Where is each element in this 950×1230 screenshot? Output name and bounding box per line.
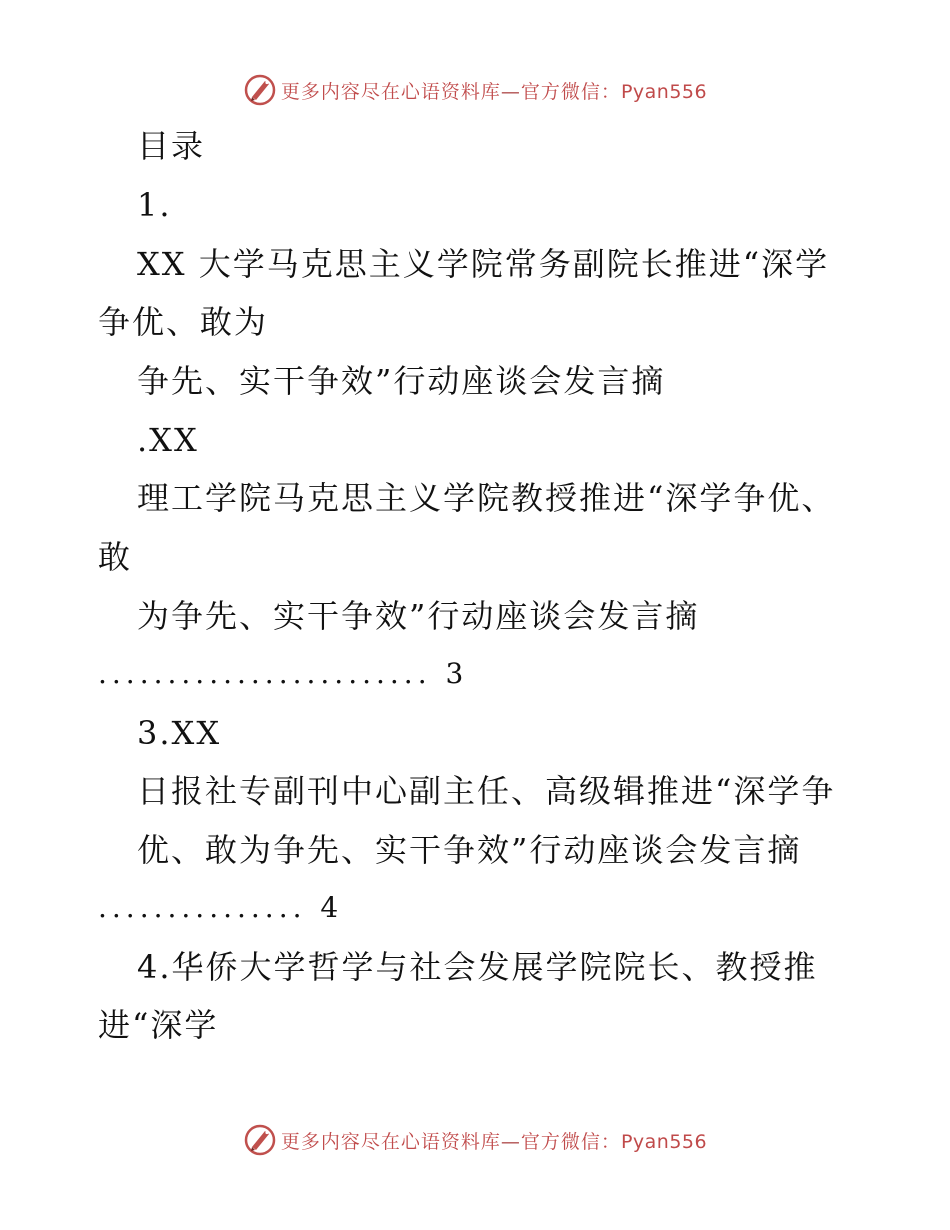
toc-title: 目录 [137,127,206,165]
toc-line: 理工学院马克思主义学院教授推进“深学争优、 [137,479,836,517]
toc-line: 3.XX [137,714,222,752]
toc-line: 争优、敢为 [98,303,269,341]
watermark-footer [0,1120,950,1160]
watermark-wechat-id: Pyan556 [620,1130,708,1153]
watermark-brand: 更多内容尽在心语资料库 [280,1130,501,1153]
watermark-wechat-id: Pyan556 [620,80,708,103]
toc-line: 敢 [98,538,133,576]
toc-leader-page-4: ............... 4 [98,891,344,924]
toc-line: .XX [137,421,199,459]
toc-line: 4.华侨大学哲学与社会发展学院院长、教授推 [137,948,818,986]
toc-line: 争先、实干争效”行动座谈会发言摘 [137,362,666,400]
watermark-dash: — [500,80,521,103]
toc-line: 日报社专副刊中心副主任、高级辑推进“深学争 [137,772,836,810]
watermark-brand: 更多内容尽在心语资料库 [280,80,501,103]
watermark-text [281,1127,707,1154]
watermark-wechat-label: 官方微信： [520,80,621,103]
watermark-wechat-label: 官方微信： [520,1130,621,1153]
watermark-dash: — [500,1130,521,1153]
toc-leader-page-3: ........................ 3 [98,657,469,690]
pen-logo-icon [243,1123,277,1157]
toc-line: 1. [137,186,172,224]
toc-line: 为争先、实干争效”行动座谈会发言摘 [137,597,700,635]
toc-line: XX 大学马克思主义学院常务副院长推进“深学 [137,245,830,283]
toc-line: 进“深学 [98,1006,219,1044]
toc-line: 优、敢为争先、实干争效”行动座谈会发言摘 [137,831,802,869]
